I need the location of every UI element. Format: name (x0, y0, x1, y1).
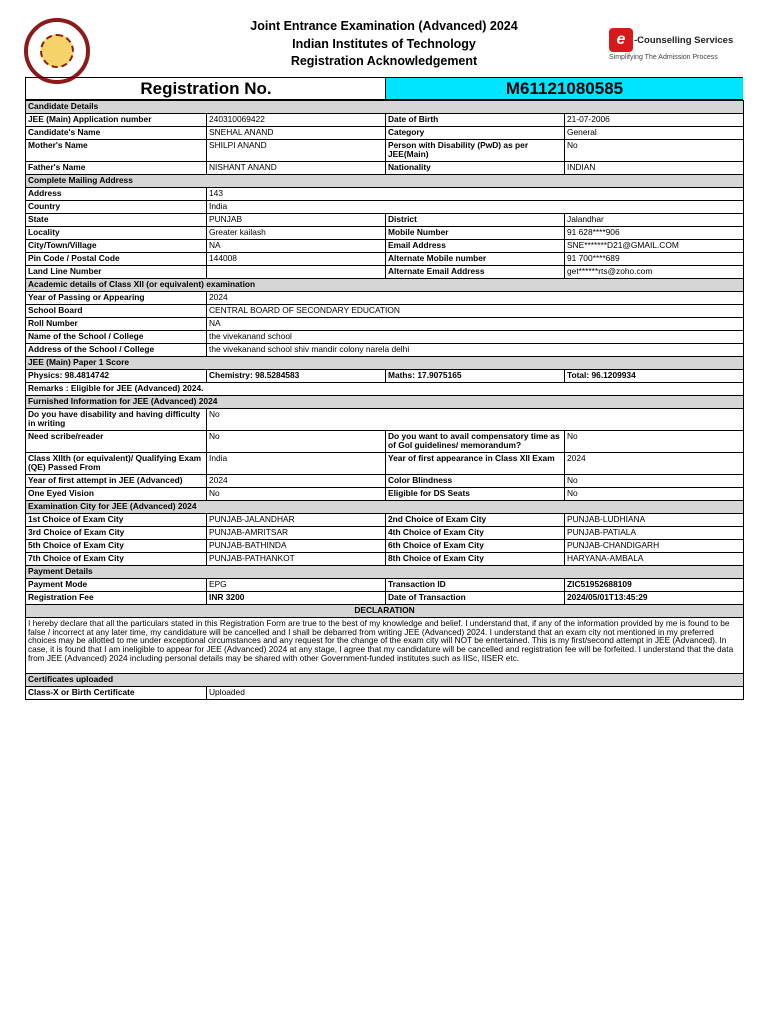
section-jee-main-score: JEE (Main) Paper 1 Score (26, 357, 744, 370)
field-value: 143 (207, 188, 744, 201)
field-label: Eligible for DS Seats (386, 488, 565, 501)
eligibility-remarks: Remarks : Eligible for JEE (Advanced) 2024. (26, 383, 744, 396)
field-value: No (565, 488, 744, 501)
field-label: Payment Mode (26, 579, 207, 592)
field-value: India (207, 453, 386, 475)
field-value: No (207, 488, 386, 501)
field-label: Alternate Email Address (386, 266, 565, 279)
field-value: No (565, 475, 744, 488)
field-value: ZIC51952688109 (565, 579, 744, 592)
field-label: 3rd Choice of Exam City (26, 527, 207, 540)
field-value: PUNJAB-AMRITSAR (207, 527, 386, 540)
field-value: No (565, 140, 744, 162)
section-payment-details: Payment Details (26, 566, 744, 579)
field-label: JEE (Main) Application number (26, 114, 207, 127)
total-score: Total: 96.1209934 (565, 370, 744, 383)
field-value: INR 3200 (207, 592, 386, 605)
field-label: Color Blindness (386, 475, 565, 488)
field-label: Registration Fee (26, 592, 207, 605)
field-label: 6th Choice of Exam City (386, 540, 565, 553)
field-label: Alternate Mobile number (386, 253, 565, 266)
field-value: NA (207, 240, 386, 253)
field-value: PUNJAB-JALANDHAR (207, 514, 386, 527)
field-value: PUNJAB-PATIALA (565, 527, 744, 540)
institute-title: Indian Institutes of Technology (292, 37, 476, 51)
field-value: Jalandhar (565, 214, 744, 227)
field-label: Date of Transaction (386, 592, 565, 605)
field-label: 2nd Choice of Exam City (386, 514, 565, 527)
field-value: PUNJAB-BATHINDA (207, 540, 386, 553)
field-value: NISHANT ANAND (207, 162, 386, 175)
field-value: PUNJAB-LUDHIANA (565, 514, 744, 527)
field-label: Roll Number (26, 318, 207, 331)
declaration-text: I hereby declare that all the particulars stated in this Registration Form are true to the best of my knowledge and belief. I understand that, if any of the information provided by me is found to be false / incorrect at any later time, my candidature will be cancelled and I shall be debarred from writing JEE (Advanced) 2024. I understand that an exam city not mentioned in my preferred choices may be allotted to me under exceptional circumstances and any request for the change of the exam city will NOT be entertained. This is my first/second attempt in JEE (Advanced). In case, it is found that I am ineligible to appear for JEE (Advanced) 2024 at any stage, I agree that my candidature will be cancelled and registration fee will be forfeited. I understand that the data from JEE (Advanced) 2024 including personal details may be shared with other Government-funded institutes such as IISc, IISER etc. (26, 618, 744, 674)
field-value: 21-07-2006 (565, 114, 744, 127)
field-value: General (565, 127, 744, 140)
field-label: Name of the School / College (26, 331, 207, 344)
section-candidate-details: Candidate Details (26, 101, 744, 114)
section-declaration: DECLARATION (26, 605, 744, 618)
chemistry-score: Chemistry: 98.5284583 (207, 370, 386, 383)
field-value: 2024 (207, 292, 744, 305)
field-value: 2024/05/01T13:45:29 (565, 592, 744, 605)
field-value: PUNJAB (207, 214, 386, 227)
field-value: No (207, 409, 744, 431)
field-label: Mobile Number (386, 227, 565, 240)
field-value: PUNJAB-CHANDIGARH (565, 540, 744, 553)
document-title: Registration Acknowledgement (290, 54, 478, 68)
field-label: 8th Choice of Exam City (386, 553, 565, 566)
field-value: INDIAN (565, 162, 744, 175)
maths-score: Maths: 17.9075165 (386, 370, 565, 383)
field-label: School Board (26, 305, 207, 318)
document-header (0, 0, 768, 78)
field-label: Class-X or Birth Certificate (26, 687, 207, 700)
field-value: NA (207, 318, 744, 331)
field-label: State (26, 214, 207, 227)
field-label: Email Address (386, 240, 565, 253)
field-label: Do you want to avail compensatory time as of GoI guidelines/ memorandum? (386, 431, 565, 453)
field-label: Date of Birth (386, 114, 565, 127)
field-value: No (207, 431, 386, 453)
field-label: Address of the School / College (26, 344, 207, 357)
field-value: India (207, 201, 744, 214)
field-label: Nationality (386, 162, 565, 175)
field-label: Class XIIth (or equivalent)/ Qualifying Exam (QE) Passed From (26, 453, 207, 475)
field-label: Do you have disability and having difficulty in writing (26, 409, 207, 431)
field-value: the vivekanand school (207, 331, 744, 344)
field-label: Address (26, 188, 207, 201)
brand-name: -Counselling Services (634, 35, 734, 46)
field-value: 91 700****689 (565, 253, 744, 266)
field-value: CENTRAL BOARD OF SECONDARY EDUCATION (207, 305, 744, 318)
physics-score: Physics: 98.4814742 (26, 370, 207, 383)
field-label: Category (386, 127, 565, 140)
field-label: 1st Choice of Exam City (26, 514, 207, 527)
section-furnished-information: Furnished Information for JEE (Advanced) 2024 (26, 396, 744, 409)
registration-table (25, 100, 744, 700)
registration-label: Registration No. (140, 79, 272, 98)
field-label: Mother's Name (26, 140, 207, 162)
field-value: HARYANA-AMBALA (565, 553, 744, 566)
field-label: Year of Passing or Appearing (26, 292, 207, 305)
field-label: City/Town/Village (26, 240, 207, 253)
field-value: get******rts@zoho.com (565, 266, 744, 279)
section-mailing-address: Complete Mailing Address (26, 175, 744, 188)
field-label: Country (26, 201, 207, 214)
field-value (207, 266, 386, 279)
field-label: One Eyed Vision (26, 488, 207, 501)
field-value: 2024 (207, 475, 386, 488)
field-value: Uploaded (207, 687, 744, 700)
field-value: Greater kailash (207, 227, 386, 240)
field-label: 7th Choice of Exam City (26, 553, 207, 566)
field-label: Year of first appearance in Class XII Exam (386, 453, 565, 475)
registration-banner (25, 77, 743, 100)
field-label: Need scribe/reader (26, 431, 207, 453)
field-value: No (565, 431, 744, 453)
field-label: 4th Choice of Exam City (386, 527, 565, 540)
field-value: 240310069422 (207, 114, 386, 127)
field-label: Locality (26, 227, 207, 240)
field-value: EPG (207, 579, 386, 592)
field-value: the vivekanand school shiv mandir colony narela delhi (207, 344, 744, 357)
section-academic-details: Academic details of Class XII (or equivalent) examination (26, 279, 744, 292)
field-label: Pin Code / Postal Code (26, 253, 207, 266)
field-label: Candidate's Name (26, 127, 207, 140)
field-label: District (386, 214, 565, 227)
brand-tagline: Simplifying The Admission Process (609, 54, 718, 61)
field-value: PUNJAB-PATHANKOT (207, 553, 386, 566)
field-label: 5th Choice of Exam City (26, 540, 207, 553)
field-label: Person with Disability (PwD) as per JEE(Main) (386, 140, 565, 162)
brand-logo (609, 28, 744, 68)
registration-number: M61121080585 (385, 78, 743, 99)
exam-title: Joint Entrance Examination (Advanced) 2024 (250, 19, 518, 33)
field-value: SNEHAL ANAND (207, 127, 386, 140)
iit-logo-icon (24, 18, 90, 84)
brand-mark-icon: e (609, 28, 633, 52)
field-label: Transaction ID (386, 579, 565, 592)
field-label: Land Line Number (26, 266, 207, 279)
section-exam-city: Examination City for JEE (Advanced) 2024 (26, 501, 744, 514)
field-value: SHILPI ANAND (207, 140, 386, 162)
field-label: Father's Name (26, 162, 207, 175)
field-value: 2024 (565, 453, 744, 475)
field-value: 91 628****906 (565, 227, 744, 240)
field-value: 144008 (207, 253, 386, 266)
field-label: Year of first attempt in JEE (Advanced) (26, 475, 207, 488)
field-value: SNE*******D21@GMAIL.COM (565, 240, 744, 253)
section-certificates: Certificates uploaded (26, 674, 744, 687)
